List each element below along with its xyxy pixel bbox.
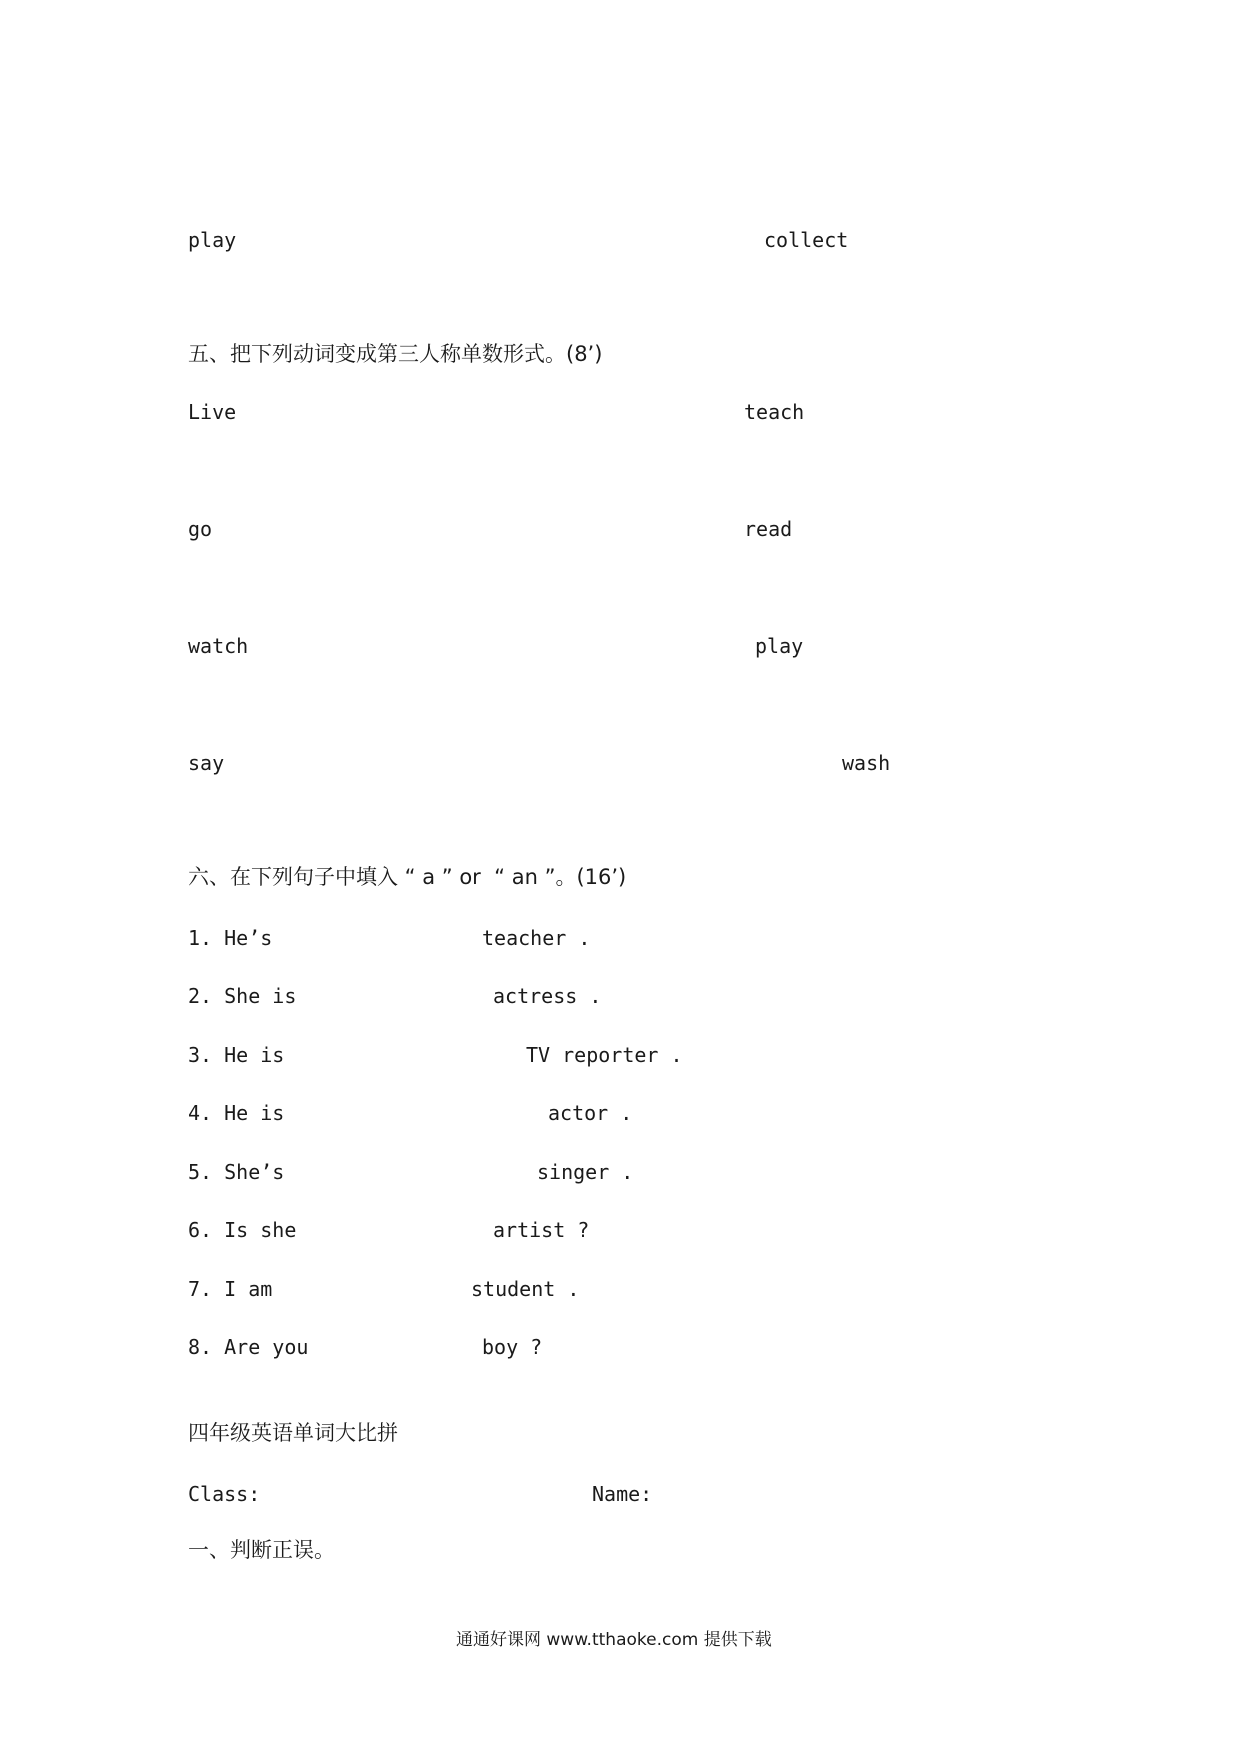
section5-word-right-1: teach (744, 400, 805, 424)
section5-heading: 五、把下列动词变成第三人称单数形式。(8’) (188, 342, 603, 366)
section6-item-8-suffix: boy ? (482, 1335, 543, 1359)
section6-item-5-suffix: singer . (537, 1160, 634, 1184)
section6-item-1-suffix: teacher . (482, 926, 591, 950)
section6-item-7-prefix: 7. I am (188, 1277, 273, 1301)
section6-item-2-prefix: 2. She is (188, 984, 297, 1008)
class-label: Class: (188, 1482, 261, 1506)
section6-item-3-prefix: 3. He is (188, 1043, 285, 1067)
page-footer: 通通好课网 www.tthaoke.com 提供下载 (456, 1630, 772, 1650)
contest-title: 四年级英语单词大比拼 (188, 1421, 398, 1445)
word-play-top: play (188, 228, 237, 252)
word-collect-top: collect (764, 228, 849, 252)
section6-item-3-suffix: TV reporter . (526, 1043, 683, 1067)
name-label: Name: (592, 1482, 653, 1506)
section6-item-6-prefix: 6. Is she (188, 1218, 297, 1242)
section6-item-5-prefix: 5. She’s (188, 1160, 285, 1184)
section6-item-8-prefix: 8. Are you (188, 1335, 309, 1359)
section5-word-right-3: play (755, 634, 804, 658)
section5-word-left-2: go (188, 517, 213, 541)
section5-word-left-4: say (188, 751, 225, 775)
section5-word-right-2: read (744, 517, 793, 541)
section6-item-6-suffix: artist ? (493, 1218, 590, 1242)
section5-word-left-1: Live (188, 400, 237, 424)
section6-heading: 六、在下列句子中填入 “ a ” or “ an ”。(16’) (188, 865, 627, 889)
section1-heading: 一、判断正误。 (188, 1538, 335, 1562)
section6-item-1-prefix: 1. He’s (188, 926, 273, 950)
section5-word-left-3: watch (188, 634, 249, 658)
section5-word-right-4: wash (842, 751, 891, 775)
section6-item-4-suffix: actor . (548, 1101, 633, 1125)
section6-item-2-suffix: actress . (493, 984, 602, 1008)
section6-item-7-suffix: student . (471, 1277, 580, 1301)
section6-item-4-prefix: 4. He is (188, 1101, 285, 1125)
